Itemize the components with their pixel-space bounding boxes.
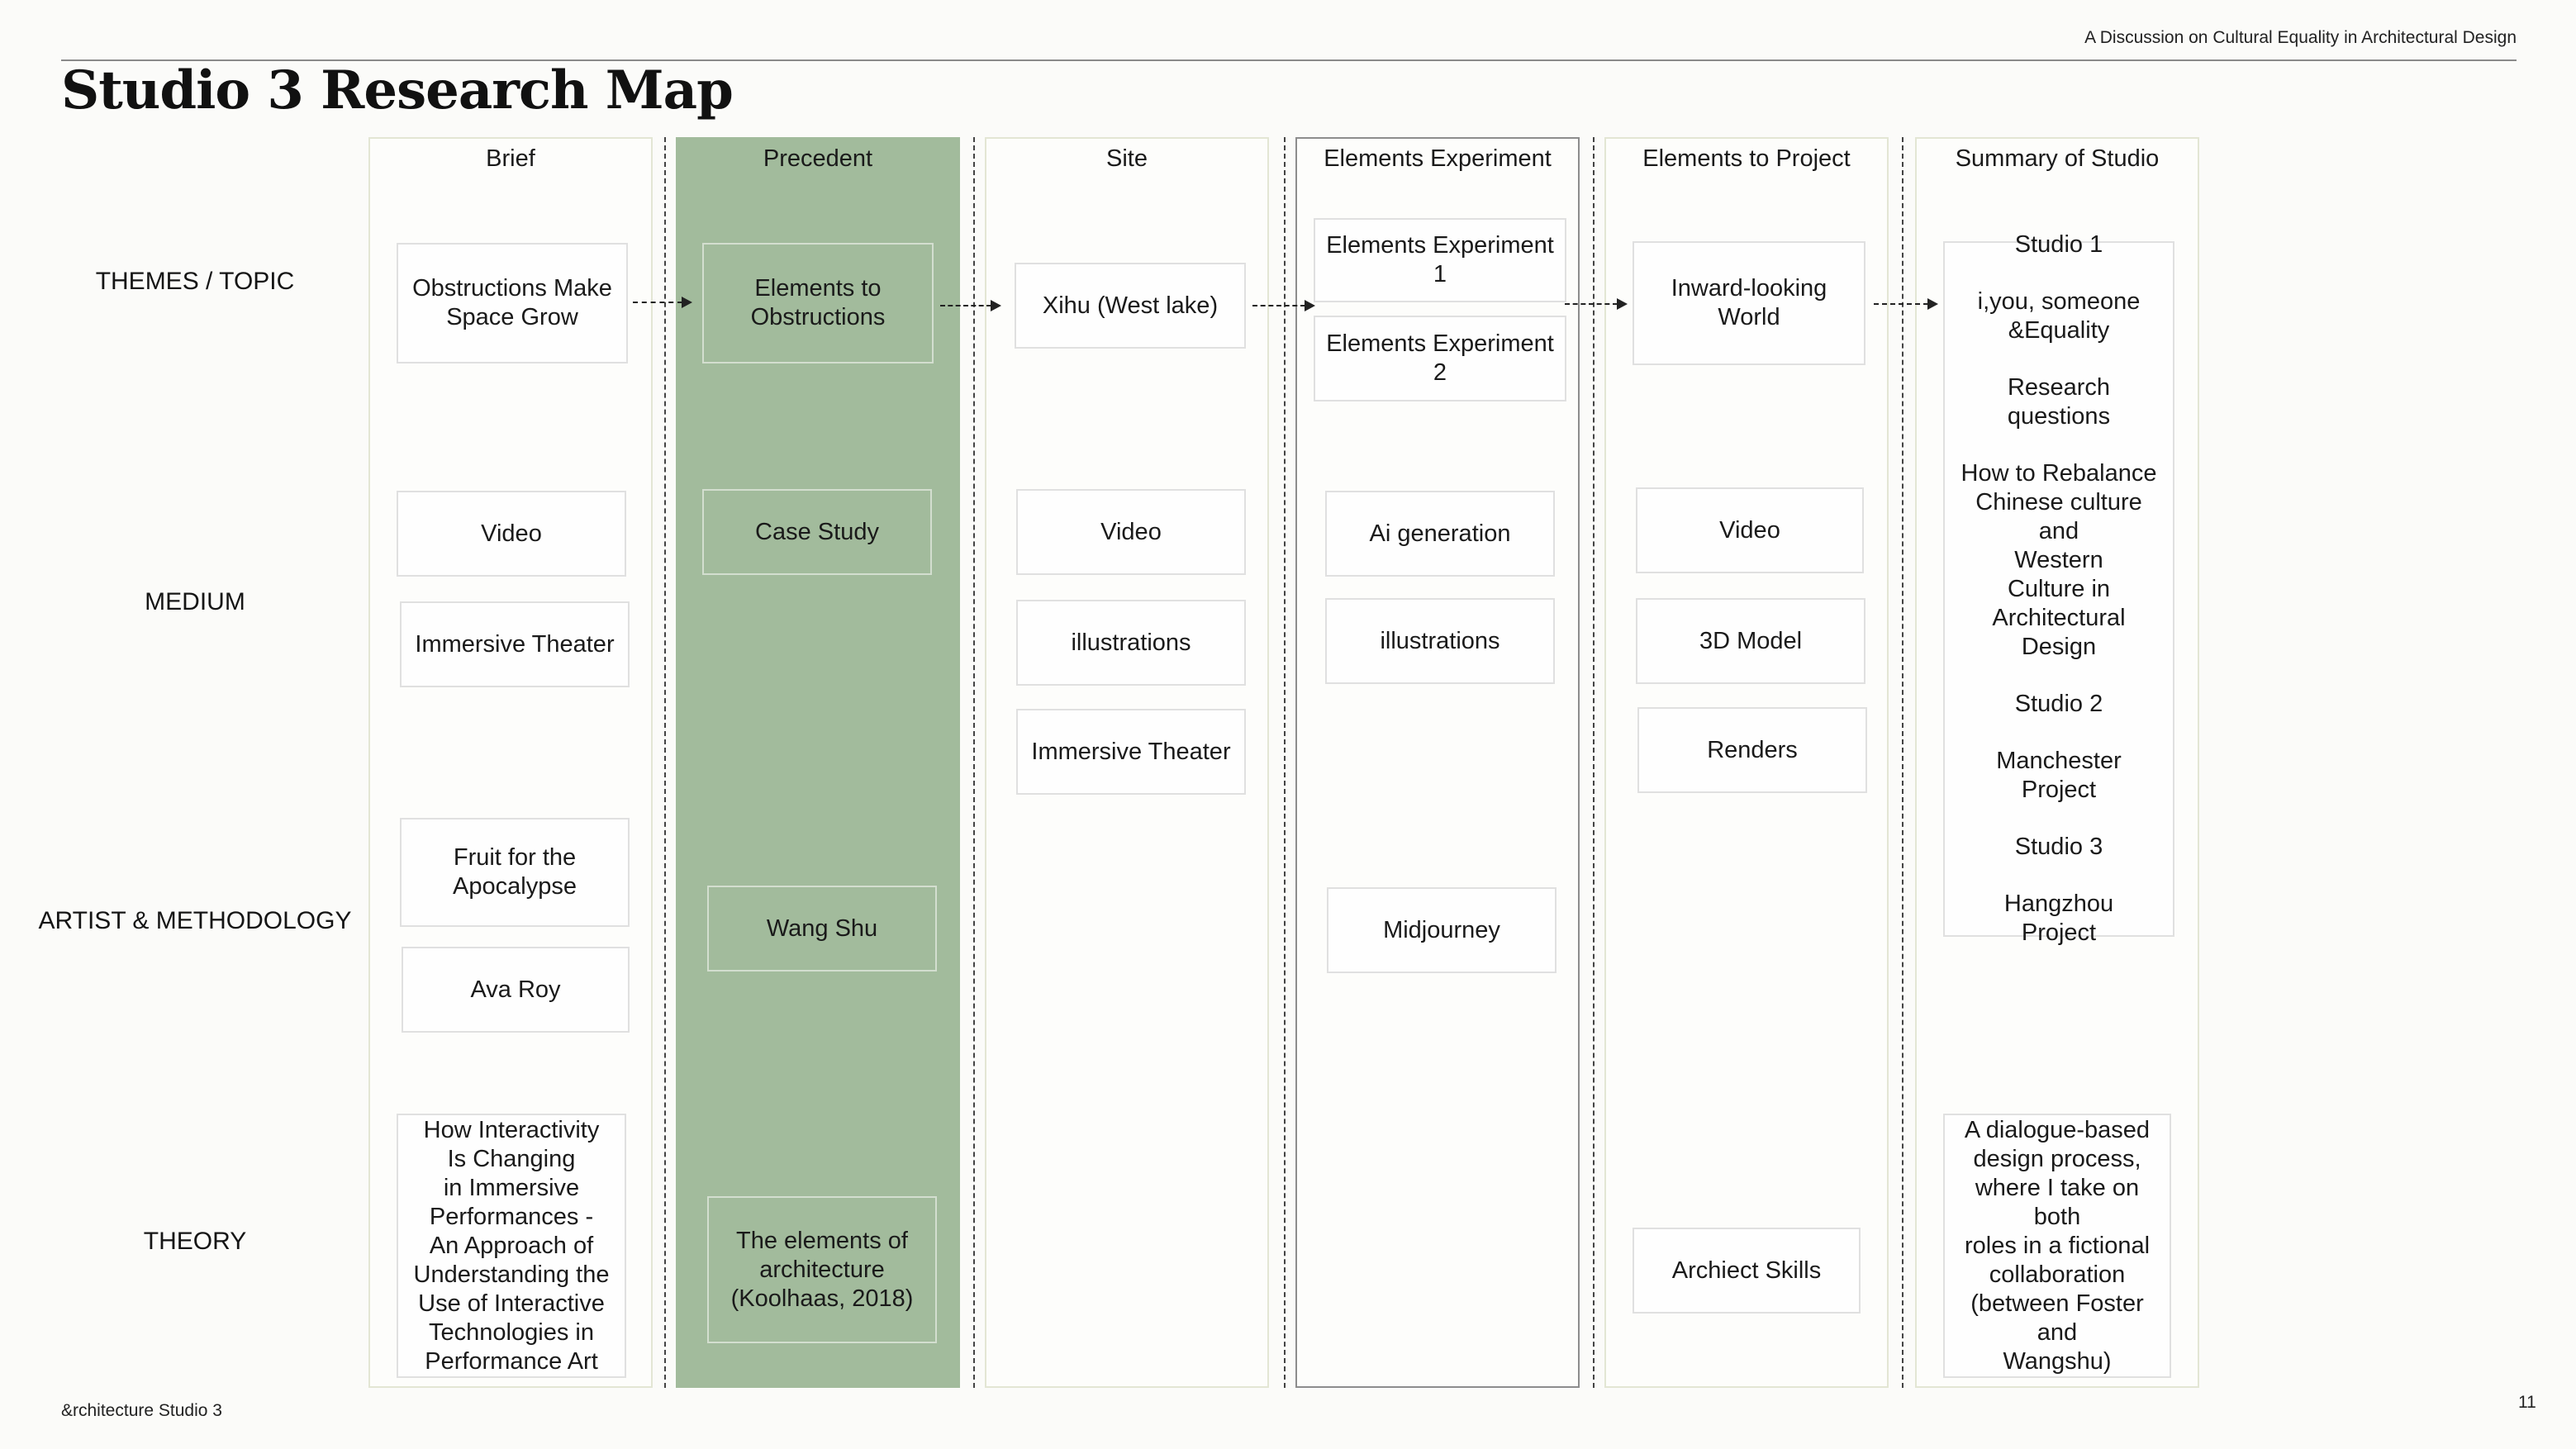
card-text: Ava Roy <box>470 976 561 1003</box>
card-site-medium-illustrations[interactable] <box>1016 600 1246 686</box>
arrow-right-icon <box>940 297 1001 314</box>
card-text: Ai generation <box>1369 520 1511 547</box>
row-label-artist-methodology: ARTIST & METHODOLOGY <box>38 907 352 934</box>
card-brief-theory[interactable] <box>397 1114 626 1378</box>
page-title: Studio 3 Research Map <box>61 59 733 121</box>
summary-item: Studio 3 <box>2014 834 2103 860</box>
card-text: A dialogue-based design process, where I take on both roles in a fictional collaboration (between Foster and Wangshu) <box>1964 1116 2151 1375</box>
card-text: Video <box>1719 516 1780 544</box>
card-site-medium-video[interactable] <box>1016 489 1246 575</box>
card-text: Elements to Obstructions <box>750 275 886 330</box>
card-experiment-1[interactable] <box>1314 218 1566 302</box>
row-label-themes: THEMES / TOPIC <box>95 268 295 295</box>
card-text: Wang Shu <box>766 915 878 942</box>
column-site <box>985 137 1269 1388</box>
card-text: Case Study <box>755 518 879 545</box>
card-text: Midjourney <box>1383 916 1500 943</box>
card-project-renders[interactable] <box>1637 707 1867 793</box>
card-precedent-theory[interactable] <box>707 1196 937 1343</box>
column-title-elements-experiment: Elements Experiment <box>1324 145 1552 172</box>
card-project-themes[interactable] <box>1633 241 1865 365</box>
card-experiment-midjourney[interactable] <box>1327 887 1557 973</box>
card-text: How Interactivity Is Changing in Immersive Performances - An Approach of Understanding the Use of Interactive Technologies in Performance Art <box>413 1116 610 1375</box>
column-separator <box>1902 137 1903 1388</box>
card-brief-artist-fruit[interactable] <box>400 818 630 927</box>
card-text: Fruit for the Apocalypse <box>453 844 577 900</box>
card-site-themes[interactable] <box>1015 263 1246 349</box>
card-brief-artist-ava-roy[interactable] <box>402 947 630 1033</box>
card-experiment-illustrations[interactable] <box>1325 598 1555 684</box>
card-text: 3D Model <box>1699 627 1803 654</box>
card-text: Video <box>481 520 542 547</box>
card-brief-medium-immersive-theater[interactable] <box>400 601 630 687</box>
column-precedent <box>676 137 960 1388</box>
arrow-right-icon <box>1252 297 1315 314</box>
card-experiment-2[interactable] <box>1314 316 1566 401</box>
card-precedent-case-study[interactable] <box>702 489 932 575</box>
card-text: Renders <box>1707 736 1798 763</box>
card-text: Elements Experiment 2 <box>1326 330 1554 386</box>
card-text: illustrations <box>1071 629 1191 656</box>
column-separator <box>973 137 975 1388</box>
footer-text: &rchitecture Studio 3 <box>61 1401 222 1420</box>
card-text: Archiect Skills <box>1671 1257 1822 1284</box>
summary-item: Research questions <box>2007 374 2111 430</box>
card-precedent-themes[interactable] <box>702 243 934 363</box>
column-summary-of-studio <box>1915 137 2199 1388</box>
page-number: 11 <box>2518 1393 2536 1412</box>
card-text: Xihu (West lake) <box>1042 292 1219 319</box>
card-experiment-ai-generation[interactable] <box>1325 491 1555 577</box>
card-precedent-wang-shu[interactable] <box>707 886 937 972</box>
column-title-precedent: Precedent <box>763 145 873 172</box>
card-text: Inward-looking World <box>1671 275 1827 330</box>
column-title-summary: Summary of Studio <box>1955 145 2160 172</box>
row-label-theory: THEORY <box>143 1228 247 1255</box>
card-summary-studios[interactable] <box>1943 231 2174 946</box>
card-brief-themes[interactable] <box>397 243 628 363</box>
card-project-theory[interactable] <box>1633 1228 1861 1314</box>
card-text: illustrations <box>1380 627 1500 654</box>
card-project-video[interactable] <box>1636 487 1864 573</box>
column-separator <box>1593 137 1595 1388</box>
column-elements-experiment <box>1295 137 1580 1388</box>
summary-item: Hangzhou Project <box>2003 891 2114 946</box>
arrow-right-icon <box>633 294 692 311</box>
card-text: Video <box>1100 518 1162 545</box>
column-title-elements-to-project: Elements to Project <box>1642 145 1851 172</box>
card-text: Immersive Theater <box>415 630 615 658</box>
column-separator <box>664 137 666 1388</box>
column-separator <box>1284 137 1286 1388</box>
card-summary-theory[interactable] <box>1943 1114 2171 1378</box>
column-title-brief: Brief <box>486 145 535 172</box>
card-text: Obstructions Make Space Grow <box>412 275 612 330</box>
summary-item: Manchester Project <box>1996 748 2122 803</box>
card-project-3d-model[interactable] <box>1636 598 1865 684</box>
summary-item: Studio 2 <box>2014 691 2103 717</box>
summary-item: Studio 1 <box>2014 231 2103 258</box>
arrow-right-icon <box>1565 296 1628 312</box>
row-label-medium: MEDIUM <box>145 588 245 615</box>
arrow-right-icon <box>1874 296 1938 312</box>
column-brief <box>368 137 653 1388</box>
card-text: Immersive Theater <box>1031 738 1231 765</box>
card-text: Elements Experiment 1 <box>1326 232 1554 287</box>
card-brief-medium-video[interactable] <box>397 491 626 577</box>
header-caption: A Discussion on Cultural Equality in Architectural Design <box>2084 28 2517 47</box>
card-text: The elements of architecture (Koolhaas, 2018) <box>730 1227 914 1312</box>
column-title-site: Site <box>1106 145 1148 172</box>
summary-item: How to Rebalance Chinese culture and Western Culture in Architectural Design <box>1961 460 2157 660</box>
card-site-medium-immersive-theater[interactable] <box>1016 709 1246 795</box>
column-elements-to-project <box>1604 137 1889 1388</box>
summary-item: i,you, someone &Equality <box>1977 288 2141 344</box>
